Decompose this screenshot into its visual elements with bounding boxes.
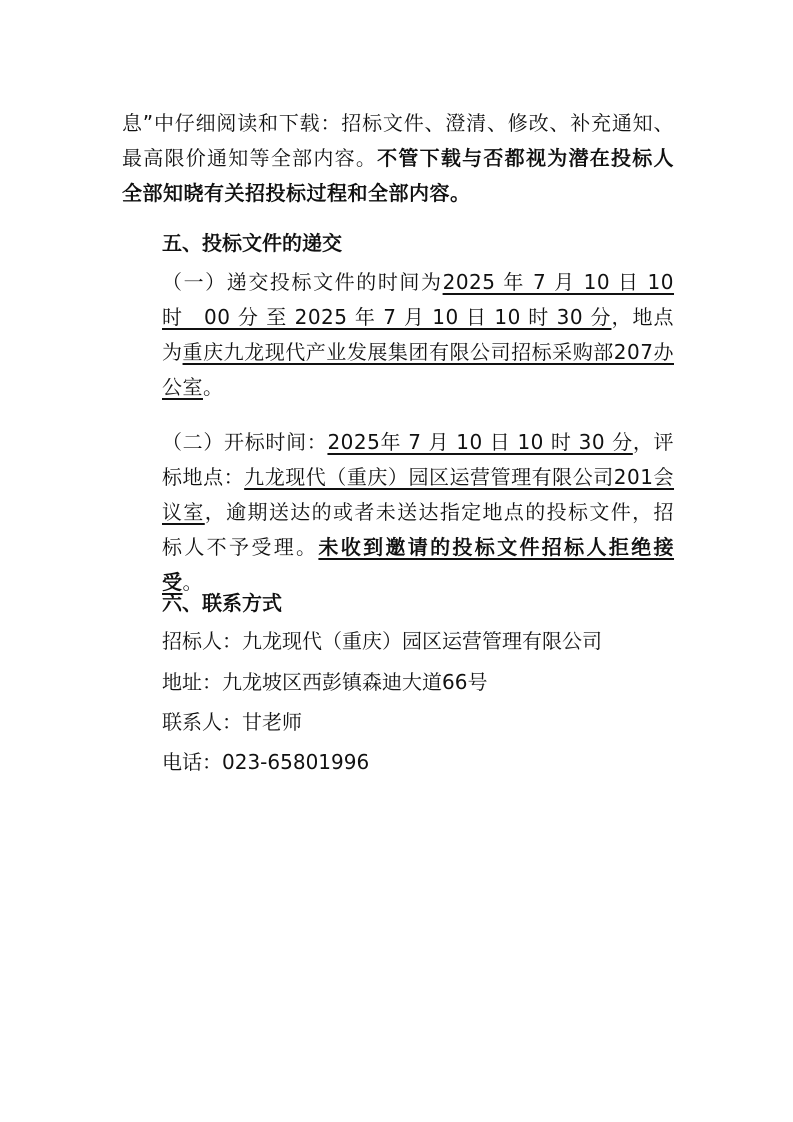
submission-time: 2025 年 7 月 10 日 10 时 00 分 至 2025 年 7 月 10 日 10 时 30 分 (162, 270, 675, 329)
contact-address: 地址：九龙坡区西彭镇森迪大道66号 (162, 670, 488, 694)
section-5-heading: 五、投标文件的递交 (162, 231, 342, 255)
opening-time: 2025年 7 月 10 日 10 时 30 分 (327, 430, 633, 454)
submission-place: 重庆九龙现代产业发展集团有限公司招标采购部207办公室 (162, 340, 674, 399)
contact-person: 联系人：甘老师 (162, 710, 302, 734)
opening-prefix: （二）开标时间： (162, 430, 328, 454)
late-submission-text: ，逾期送达的或者未送达指定地点的投标文件，招标人不予受理。 (162, 500, 675, 559)
opening-time-paragraph (122, 425, 674, 600)
opening-suffix: 。 (182, 570, 203, 594)
submission-prefix: （一）递交投标文件的时间为 (162, 270, 443, 294)
download-notice-bold: 不管下载与否都视为潜在投标人全部知晓有关招投标过程和全部内容。 (122, 146, 675, 205)
submission-time-paragraph (122, 265, 674, 405)
submission-mid: ，地点为 (162, 305, 674, 364)
contact-phone: 电话：023-65801996 (162, 750, 370, 774)
section-6-heading: 六、联系方式 (162, 591, 282, 615)
submission-suffix: 。 (203, 375, 224, 399)
download-notice-text: 息”中仔细阅读和下载：招标文件、澄清、修改、补充通知、最高限价通知等全部内容。 (122, 111, 674, 170)
opening-mid: ，评标地点： (162, 430, 675, 489)
download-notice-paragraph (122, 106, 674, 211)
uninvited-rejection-text: 未收到邀请的投标文件招标人拒绝接受 (162, 535, 675, 594)
evaluation-place: 九龙现代（重庆）园区运营管理有限公司201会议室 (162, 465, 675, 524)
contact-tenderer: 招标人：九龙现代（重庆）园区运营管理有限公司 (162, 629, 602, 653)
